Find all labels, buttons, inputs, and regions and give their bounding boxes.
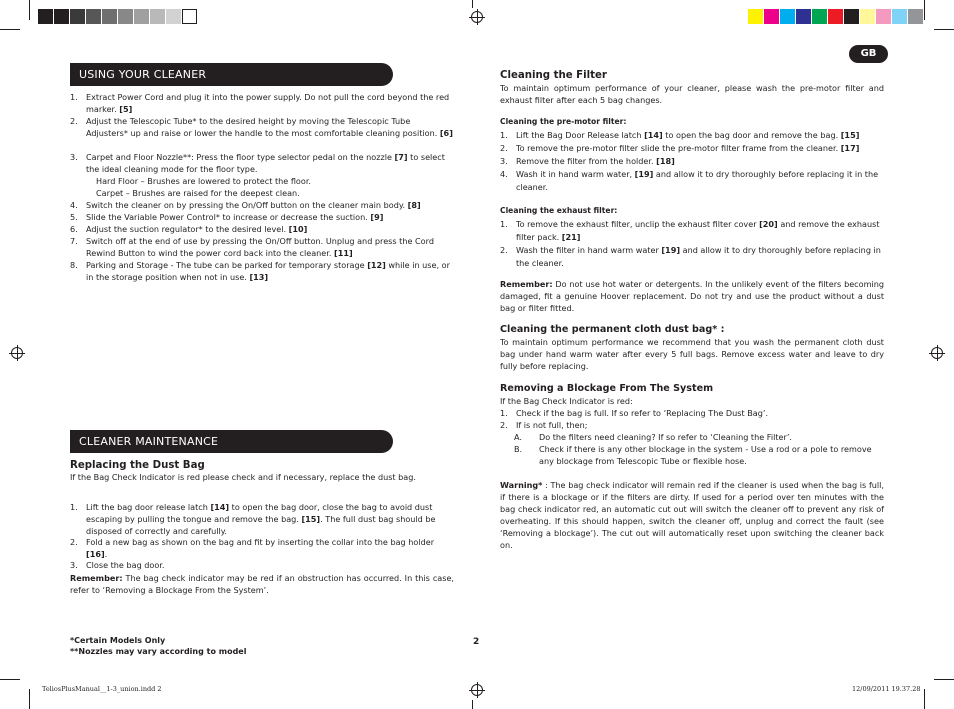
replacing-intro: If the Bag Check Indicator is red please check and if necessary, replace the dust bag. — [70, 472, 416, 482]
list-item-text: Remove the filter from the holder. [18] — [516, 156, 675, 166]
filter-intro: To maintain optimum performance of your cleaner, please wash the pre-motor filter and exhaust filter after each 5 bag changes. — [500, 83, 884, 105]
list-item-text: Slide the Variable Power Control* to increase or decrease the suction. [9] — [86, 212, 384, 222]
registration-mark-icon — [471, 11, 483, 23]
color-swatch — [748, 9, 763, 24]
list-item-text: Carpet – Brushes are raised for the deepest clean. — [96, 188, 300, 198]
crop-mark — [934, 29, 954, 30]
heading-cleaning-filter: Cleaning the Filter — [500, 70, 607, 81]
color-swatch — [860, 9, 875, 24]
list-item-text: Wash it in hand warm water, [19] and allow it to dry thoroughly before replacing it in the cleaner. — [516, 169, 879, 192]
crop-mark — [934, 679, 954, 680]
crop-mark — [924, 0, 925, 20]
registration-mark-icon — [11, 347, 23, 359]
fold-mark — [472, 0, 473, 8]
color-swatch — [150, 9, 165, 24]
color-swatch — [182, 9, 197, 24]
color-swatch — [780, 9, 795, 24]
blockage-intro: If the Bag Check Indicator is red: — [500, 396, 633, 406]
color-swatch — [166, 9, 181, 24]
color-swatch — [796, 9, 811, 24]
crop-mark — [0, 29, 20, 30]
color-swatch — [86, 9, 101, 24]
page-number: 2 — [473, 637, 480, 647]
color-swatch — [892, 9, 907, 24]
list-item-text: Carpet and Floor Nozzle**: Press the floor type selector pedal on the nozzle [7] to select the ideal cleaning mode for the floor type. — [86, 152, 445, 174]
subheading-replacing-bag: Replacing the Dust Bag — [70, 460, 205, 471]
section-header-maintenance: CLEANER MAINTENANCE — [70, 430, 393, 453]
list-item — [96, 187, 454, 199]
color-swatch — [118, 9, 133, 24]
warning-note: Warning* : The bag check indicator will remain red if the cleaner is used when the bag is full, if there is a blockage or if the filters are dirty. If used for a period over ten minutes with the bag check indicator red, an automatic cut out will switch the cleaner off to prevent any risk of overheating. If this should happen, switch the cleaner off, unplug and correct the fault (see ‘Removing a blockage’). The cut out will automatically reset upon switching the cleaner back on. — [500, 480, 884, 550]
list-item-text: Check if the bag is full. If so refer to ‘Replacing The Dust Bag’. — [516, 408, 769, 418]
list-item — [96, 175, 454, 187]
fold-mark — [472, 700, 473, 709]
list-item-text: Fold a new bag as shown on the bag and fit by inserting the collar into the bag holder [16]. — [86, 537, 435, 559]
crop-mark — [29, 0, 30, 20]
list-item-text: Adjust the suction regulator* to the desired level. [10] — [86, 224, 308, 234]
registration-mark-icon — [931, 347, 943, 359]
footnote-certain-models: *Certain Models Only — [70, 636, 166, 645]
crop-mark — [0, 679, 20, 680]
list-item-text: Lift the Bag Door Release latch [14] to open the bag door and remove the bag. [15] — [516, 130, 860, 140]
color-swatch — [54, 9, 69, 24]
list-item-text: Hard Floor – Brushes are lowered to protect the floor. — [96, 176, 311, 186]
heading-cloth-dust-bag: Cleaning the permanent cloth dust bag* : — [500, 324, 725, 335]
slug-filename: TeliosPlusManual__1-3_union.indd 2 — [42, 685, 162, 693]
registration-mark-icon — [471, 684, 483, 696]
crop-mark — [29, 689, 30, 709]
color-swatch — [908, 9, 923, 24]
remember-note-right: Remember: Do not use hot water or detergents. In the unlikely event of the filters becoming damaged, fit a genuine Hoover replacement. Do not try and use the product without a dust bag or filter fitted. — [500, 279, 884, 313]
list-item-text: Extract Power Cord and plug it into the power supply. Do not pull the cord beyond the red marker. [5] — [86, 92, 450, 114]
list-item-text: Lift the bag door release latch [14] to open the bag door, close the bag to avoid dust escaping by pulling the tongue and remove the bag. [15]. The full dust bag should be disposed of correctly and carefully. — [86, 502, 436, 536]
list-item-text: To remove the exhaust filter, unclip the exhaust filter cover [20] and remove the exhaust filter pack. [21] — [516, 219, 880, 242]
color-swatch — [876, 9, 891, 24]
list-item-text: Close the bag door. — [86, 560, 165, 570]
list-item-text: To remove the pre-motor filter slide the pre-motor filter frame from the cleaner. [17] — [516, 143, 860, 153]
slug-timestamp: 12/09/2011 19.37.28 — [852, 685, 921, 693]
footnote-nozzles: **Nozzles may vary according to model — [70, 647, 247, 656]
language-badge: GB — [849, 45, 888, 63]
color-swatch — [134, 9, 149, 24]
heading-premotor-filter: Cleaning the pre-motor filter: — [500, 117, 627, 126]
color-swatch — [70, 9, 85, 24]
list-item-text: Switch the cleaner on by pressing the On/Off button on the cleaner main body. [8] — [86, 200, 421, 210]
list-item-text: Check if there is any other blockage in the system - Use a rod or a pole to remove any blockage from Telescopic Tube or flexible hose. — [539, 444, 872, 466]
remember-note-left: Remember: The bag check indicator may be red if an obstruction has occurred. In this case, refer to ‘Removing a Blockage From the System’. — [70, 573, 454, 595]
color-swatch — [102, 9, 117, 24]
list-item-text: Adjust the Telescopic Tube* to the desired height by moving the Telescopic Tube Adjusters* up and raise or lower the handle to the most comfortable cleaning position. [6] — [86, 116, 453, 138]
color-swatch — [38, 9, 53, 24]
list-item-text: Wash the filter in hand warm water [19] and allow it to dry thoroughly before replacing in the cleaner. — [516, 245, 881, 268]
heading-exhaust-filter: Cleaning the exhaust filter: — [500, 206, 618, 215]
color-swatch — [844, 9, 859, 24]
list-item-text: Do the filters need cleaning? If so refer to ‘Cleaning the Filter’. — [539, 432, 792, 442]
color-swatch — [764, 9, 779, 24]
list-item-text: Parking and Storage - The tube can be parked for temporary storage [12] while in use, or in the storage position when not in use. [13] — [86, 260, 450, 282]
list-item-text: If is not full, then; — [516, 420, 588, 430]
color-swatch — [828, 9, 843, 24]
section-header-using: USING YOUR CLEANER — [70, 63, 393, 86]
heading-removing-blockage: Removing a Blockage From The System — [500, 383, 714, 394]
cloth-dust-bag-text: To maintain optimum performance we recommend that you wash the permanent cloth dust bag under hand warm water after every 5 full bags. Remove excess water and leave to dry fully before replacing. — [500, 337, 884, 371]
list-item-text: Switch off at the end of use by pressing the On/Off button. Unplug and press the Cord Rewind Button to wind the power cord back into the cleaner. [11] — [86, 236, 434, 258]
color-swatch — [812, 9, 827, 24]
crop-mark — [924, 689, 925, 709]
